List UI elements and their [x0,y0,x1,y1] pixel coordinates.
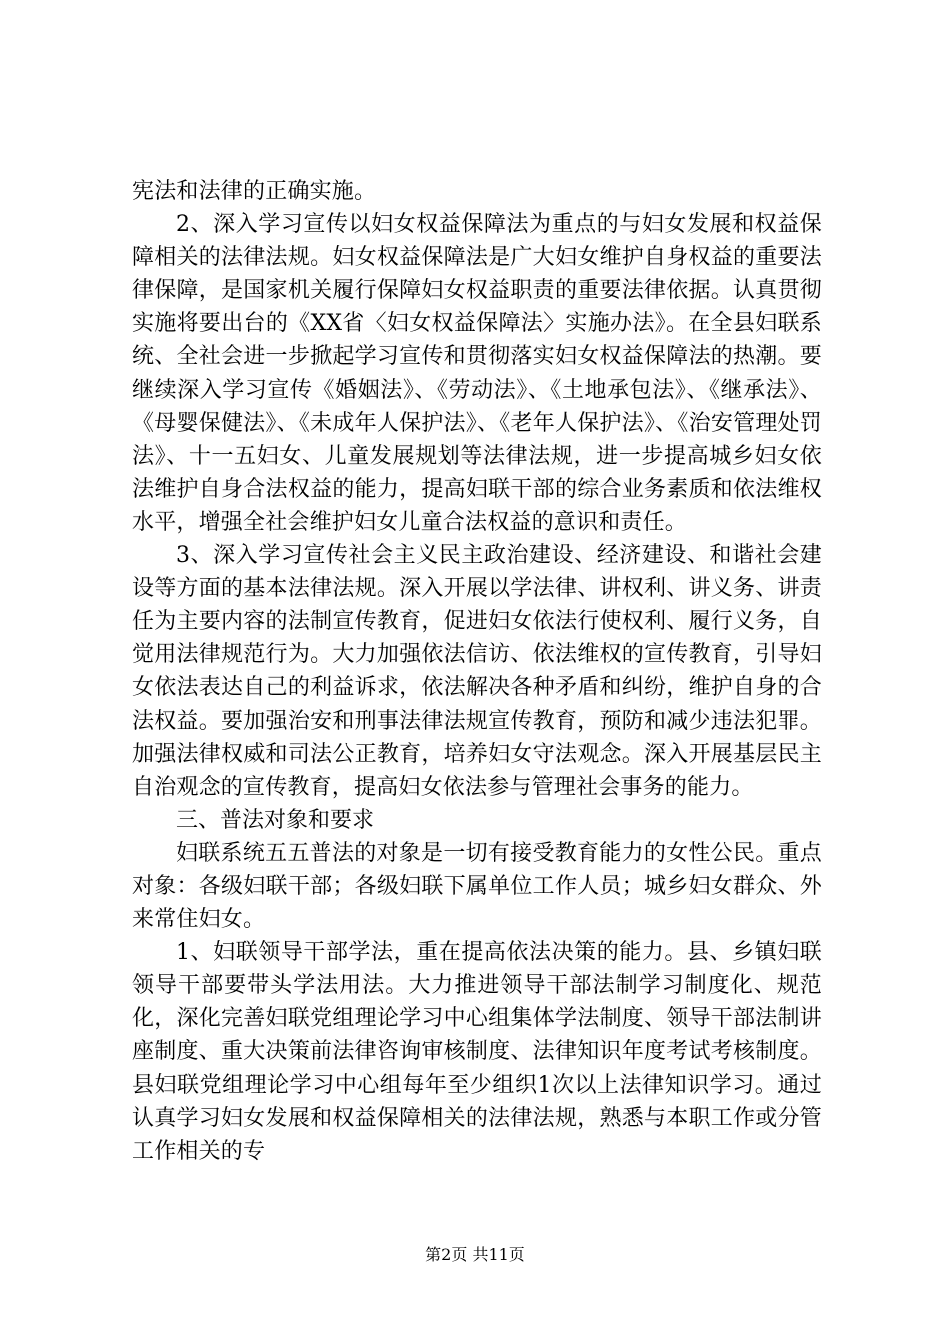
section-heading: 三、普法对象和要求 [176,807,375,833]
paragraph-item-3: 3、深入学习宣传社会主义民主政治建设、经济建设、和谐社会建设等方面的基本法律法规。深入开展以学法律、讲权利、讲义务、讲责任为主要内容的法制宣传教育，促进妇女依法行使权利、履行义务，自觉用法律规范行为。大力加强依法信访、依法维权的宣传教育，引导妇女依法表达自己的利益诉求，依法解决各种矛盾和纠纷，维护自身的合法权益。要加强治安和刑事法律法规宣传教育，预防和减少违法犯罪。加强法律权威和司法公正教育，培养妇女守法观念。深入开展基层民主自治观念的宣传教育，提高妇女依法参与管理社会事务的能力。 [132,543,822,800]
paragraph-item-1: 1、妇联领导干部学法，重在提高依法决策的能力。县、乡镇妇联领导干部要带头学法用法。大力推进领导干部法制学习制度化、规范化，深化完善妇联党组理论学习中心组集体学法制度、领导干部法制讲座制度、重大决策前法律咨询审核制度、法律知识年度考试考核制度。县妇联党组理论学习中心组每年至少组织1次以上法律知识学习。通过认真学习妇女发展和权益保障相关的法律法规，熟悉与本职工作或分管工作相关的专 [132,940,822,1164]
paragraph-continuation: 宪法和法律的正确实施。 [132,179,377,204]
document-body [132,175,822,1168]
paragraph-item-2: 2、深入学习宣传以妇女权益保障法为重点的与妇女发展和权益保障相关的法律法规。妇女权益保障法是广大妇女维护自身权益的重要法律保障，是国家机关履行保障妇女权益职责的重要法律依据。认真贯彻实施将要出台的《XX省〈妇女权益保障法〉实施办法》。在全县妇联系统、全社会进一步掀起学习宣传和贯彻落实妇女权益保障法的热潮。要继续深入学习宣传《婚姻法》、《劳动法》、《土地承包法》、《继承法》、《母婴保健法》、《未成年人保护法》、《老年人保护法》、《治安管理处罚法》、十一五妇女、儿童发展规划等法律法规，进一步提高城乡妇女依法维护自身合法权益的能力，提高妇联干部的综合业务素质和依法维权水平，增强全社会维护妇女儿童合法权益的意识和责任。 [132,212,822,535]
page-number-footer: 第2页 共11页 [425,1245,525,1264]
paragraph-targets: 妇联系统五五普法的对象是一切有接受教育能力的女性公民。重点对象：各级妇联干部；各级妇联下属单位工作人员；城乡妇女群众、外来常住妇女。 [132,840,822,933]
